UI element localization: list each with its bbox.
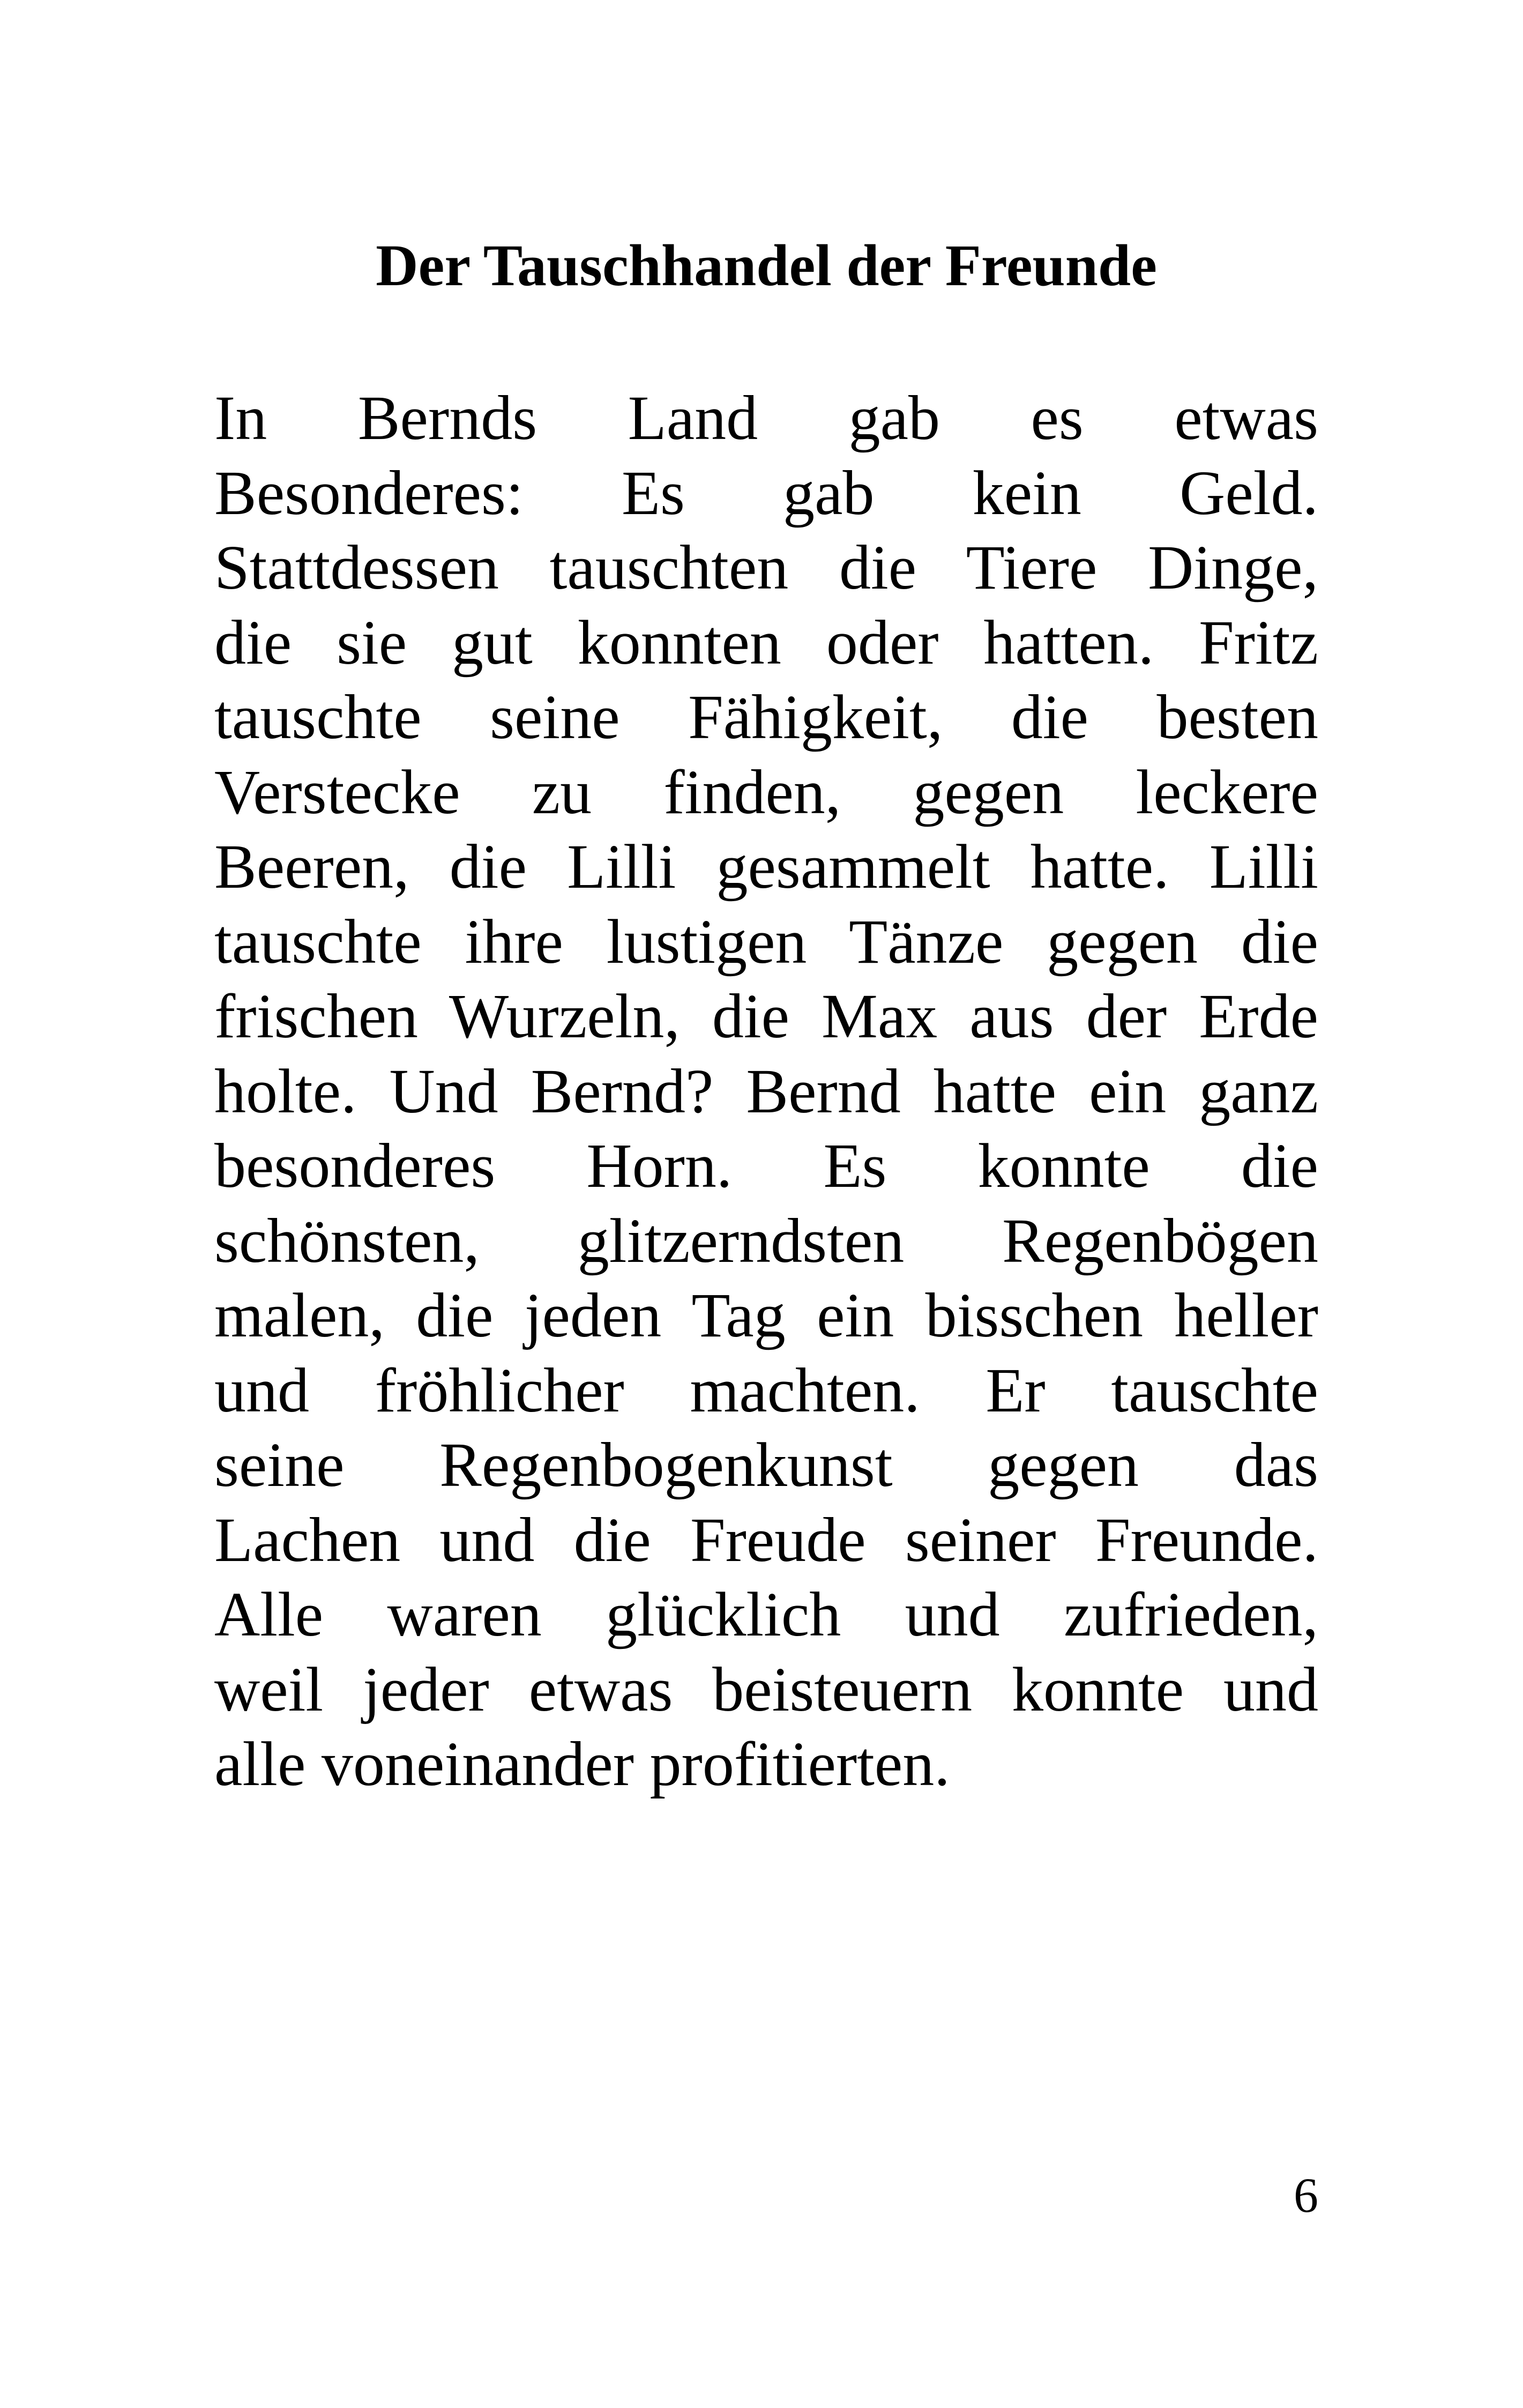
story-paragraph: [214, 381, 1318, 1802]
paragraph-line: Verstecke zu finden, gegen leckere: [214, 756, 1318, 827]
paragraph-line: die sie gut konnten oder hatten. Fritz: [214, 607, 1318, 678]
paragraph-line: tauschte seine Fähigkeit, die besten: [214, 682, 1318, 752]
paragraph-line: Lachen und die Freude seiner Freunde.: [214, 1504, 1318, 1575]
paragraph-line: seine Regenbogenkunst gegen das: [214, 1430, 1318, 1500]
paragraph-line: holte. Und Bernd? Bernd hatte ein ganz: [214, 1056, 1318, 1126]
paragraph-line: Besonderes: Es gab kein Geld.: [214, 457, 1318, 528]
paragraph-line: frischen Wurzeln, die Max aus der Erde: [214, 981, 1318, 1051]
paragraph-line: besonderes Horn. Es konnte die: [214, 1131, 1318, 1201]
page-number: 6: [1294, 2168, 1318, 2223]
paragraph-line: tauschte ihre lustigen Tänze gegen die: [214, 906, 1318, 977]
paragraph-line: Beeren, die Lilli gesammelt hatte. Lilli: [214, 831, 1318, 902]
paragraph-line: alle voneinander profitierten.: [214, 1729, 950, 1799]
paragraph-line: und fröhlicher machten. Er tauschte: [214, 1355, 1318, 1425]
paragraph-line: malen, die jeden Tag ein bisschen heller: [214, 1280, 1318, 1350]
paragraph-line: In Bernds Land gab es etwas: [214, 383, 1318, 453]
chapter-title: Der Tauschhandel der Freunde: [376, 233, 1157, 298]
paragraph-line: Alle waren glücklich und zufrieden,: [214, 1579, 1318, 1649]
paragraph-line: weil jeder etwas beisteuern konnte und: [214, 1654, 1318, 1725]
paragraph-line: schönsten, glitzerndsten Regenbögen: [214, 1205, 1318, 1276]
paragraph-line: Stattdessen tauschten die Tiere Dinge,: [214, 532, 1318, 603]
